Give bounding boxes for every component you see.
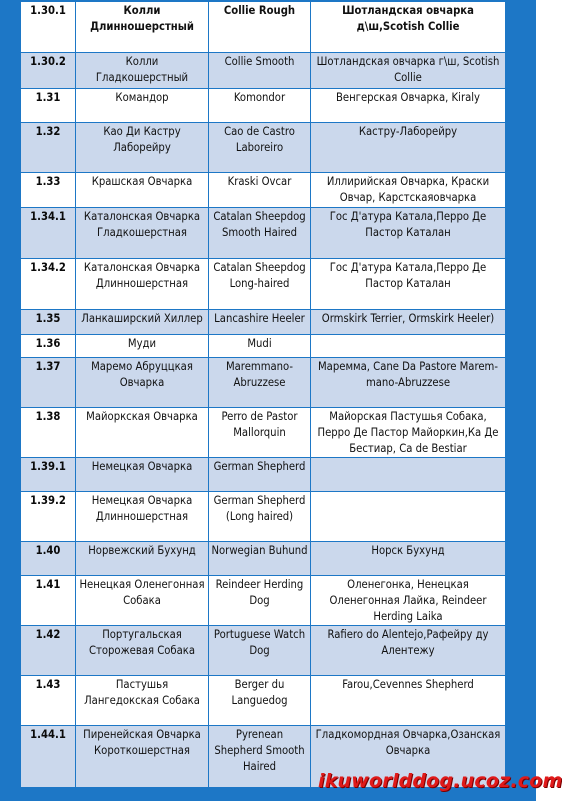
site-watermark: ikuworlddog.ucoz.com xyxy=(318,770,562,792)
breed-english-name: Mudi xyxy=(209,335,311,358)
header-alternative-names: Шотландская овчарка д\ш,Scotish Collie xyxy=(311,2,506,53)
table-row xyxy=(21,173,506,208)
breed-alternative-names: Farou,Cevennes Shepherd xyxy=(311,676,506,726)
breed-alternative-names: Ormskirk Terrier, Ormskirk Heeler) xyxy=(311,310,506,335)
breed-english-name: Cao de Castro Laboreiro xyxy=(209,123,311,173)
breed-number: 1.43 xyxy=(21,676,76,726)
breed-number: 1.32 xyxy=(21,123,76,173)
header-russian-name: Колли Длинношерстный xyxy=(76,2,209,53)
breed-alternative-names: Гладкомордная Овчарка,Озанская Овчарка xyxy=(311,726,506,788)
breed-english-name: Perro de Pastor Mallorquin xyxy=(209,408,311,458)
breed-russian-name: Колли Гладкошерстный xyxy=(76,53,209,89)
breed-russian-name: Пиренейская Овчарка Короткошерстная xyxy=(76,726,209,788)
breed-alternative-names: Маремма, Cane Da Pastore Marem-mano-Abruzzese xyxy=(311,358,506,408)
breed-alternative-names: Шотландская овчарка г\ш, Scotish Collie xyxy=(311,53,506,89)
breed-english-name: Portuguese Watch Dog xyxy=(209,626,311,676)
breed-number: 1.34.1 xyxy=(21,208,76,259)
table-row xyxy=(21,53,506,89)
table-row xyxy=(21,408,506,458)
breed-english-name: Kraski Ovcar xyxy=(209,173,311,208)
breed-table xyxy=(20,1,506,788)
table-row xyxy=(21,335,506,358)
breed-russian-name: Пастушья Лангедокская Собака xyxy=(76,676,209,726)
breed-number: 1.41 xyxy=(21,576,76,626)
breed-english-name: Maremmano-Abruzzese xyxy=(209,358,311,408)
breed-russian-name: Као Ди Кастру Лаборейру xyxy=(76,123,209,173)
breed-alternative-names: Майорская Пастушья Собака, Перро Де Пастор Майоркин,Ка Де Бестиар, Ca de Bestiar xyxy=(311,408,506,458)
breed-alternative-names: Иллирийская Овчарка, Краски Овчар, Карстскаяовчарка xyxy=(311,173,506,208)
breed-russian-name: Командор xyxy=(76,89,209,123)
breed-alternative-names: Кастру-Лаборейру xyxy=(311,123,506,173)
breed-number: 1.37 xyxy=(21,358,76,408)
breed-russian-name: Ненецкая Оленегонная Собака xyxy=(76,576,209,626)
breed-number: 1.35 xyxy=(21,310,76,335)
breed-number: 1.39.1 xyxy=(21,458,76,492)
breed-russian-name: Немецкая Овчарка Длинношерстная xyxy=(76,492,209,542)
breed-russian-name: Майоркская Овчарка xyxy=(76,408,209,458)
breed-english-name: Pyrenean Shepherd Smooth Haired xyxy=(209,726,311,788)
header-number: 1.30.1 xyxy=(21,2,76,53)
breed-alternative-names xyxy=(311,335,506,358)
table-row xyxy=(21,492,506,542)
breed-english-name: Catalan Sheepdog Smooth Haired xyxy=(209,208,311,259)
table-row xyxy=(21,89,506,123)
breed-number: 1.30.2 xyxy=(21,53,76,89)
table-row xyxy=(21,310,506,335)
breed-alternative-names: Венгерская Овчарка, Kiraly xyxy=(311,89,506,123)
breed-alternative-names: Гос Д'атура Катала,Перро Де Пастор Каталан xyxy=(311,259,506,310)
breed-russian-name: Каталонская Овчарка Длинношерстная xyxy=(76,259,209,310)
breed-english-name: Collie Smooth xyxy=(209,53,311,89)
breed-number: 1.42 xyxy=(21,626,76,676)
breed-alternative-names: Rafiero do Alentejo,Рафейру ду Алентежу xyxy=(311,626,506,676)
table-row xyxy=(21,458,506,492)
breed-russian-name: Маремо Абруццкая Овчарка xyxy=(76,358,209,408)
breed-number: 1.44.1 xyxy=(21,726,76,788)
breed-number: 1.39.2 xyxy=(21,492,76,542)
breed-number: 1.38 xyxy=(21,408,76,458)
breed-english-name: Komondor xyxy=(209,89,311,123)
breed-russian-name: Крашская Овчарка xyxy=(76,173,209,208)
breed-russian-name: Португальская Сторожевая Собака xyxy=(76,626,209,676)
table-row xyxy=(21,576,506,626)
table-row xyxy=(21,358,506,408)
table-row xyxy=(21,626,506,676)
table-row xyxy=(21,208,506,259)
header-row xyxy=(21,2,506,53)
breed-number: 1.33 xyxy=(21,173,76,208)
breed-russian-name: Норвежский Бухунд xyxy=(76,542,209,576)
breed-alternative-names: Норск Бухунд xyxy=(311,542,506,576)
breed-number: 1.40 xyxy=(21,542,76,576)
table-row xyxy=(21,123,506,173)
breed-english-name: Reindeer Herding Dog xyxy=(209,576,311,626)
breed-english-name: German Shepherd xyxy=(209,458,311,492)
breed-russian-name: Немецкая Овчарка xyxy=(76,458,209,492)
table-row xyxy=(21,542,506,576)
breed-number: 1.31 xyxy=(21,89,76,123)
breed-number: 1.36 xyxy=(21,335,76,358)
table-row xyxy=(21,259,506,310)
breed-english-name: German Shepherd (Long haired) xyxy=(209,492,311,542)
breed-english-name: Berger du Languedog xyxy=(209,676,311,726)
breed-alternative-names xyxy=(311,458,506,492)
breed-alternative-names xyxy=(311,492,506,542)
breed-russian-name: Каталонская Овчарка Гладкошерстная xyxy=(76,208,209,259)
breed-alternative-names: Гос Д'атура Катала,Перро Де Пастор Каталан xyxy=(311,208,506,259)
breed-english-name: Norwegian Buhund xyxy=(209,542,311,576)
breed-russian-name: Ланкаширский Хиллер xyxy=(76,310,209,335)
breed-russian-name: Муди xyxy=(76,335,209,358)
breed-english-name: Catalan Sheepdog Long-haired xyxy=(209,259,311,310)
header-english-name: Collie Rough xyxy=(209,2,311,53)
breed-number: 1.34.2 xyxy=(21,259,76,310)
breed-english-name: Lancashire Heeler xyxy=(209,310,311,335)
breed-alternative-names: Оленегонка, Ненецкая Оленегонная Лайка, Reindeer Herding Laika xyxy=(311,576,506,626)
table-row xyxy=(21,676,506,726)
